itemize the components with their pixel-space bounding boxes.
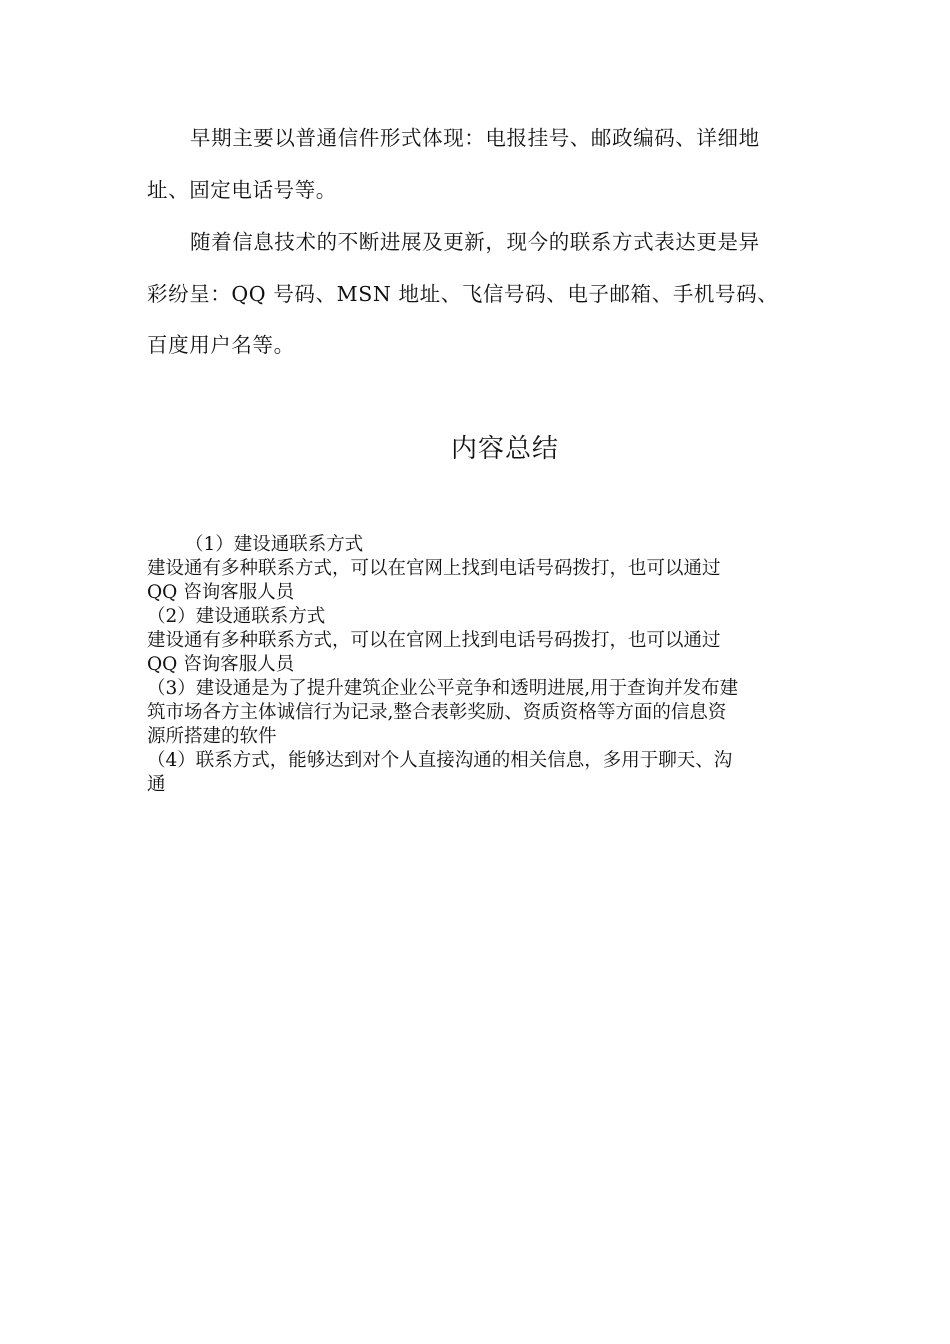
summary-line: （3）建设通是为了提升建筑企业公平竞争和透明进展,用于查询并发布建 [147,678,739,699]
summary-line: （2）建设通联系方式 [147,606,326,627]
intro-paragraph-1-line-1: 早期主要以普通信件形式体现：电报挂号、邮政编码、详细地 [190,126,760,150]
summary-line: QQ 咨询客服人员 [147,654,295,675]
section-heading: 内容总结 [450,434,559,464]
summary-line: 建设通有多种联系方式，可以在官网上找到电话号码拨打，也可以通过 [147,558,721,579]
summary-line: 建设通有多种联系方式，可以在官网上找到电话号码拨打，也可以通过 [147,630,721,651]
summary-line: 筑市场各方主体诚信行为记录,整合表彰奖励、资质资格等方面的信息资 [147,702,727,723]
intro-paragraph-1-line-2: 址、固定电话号等。 [147,178,337,202]
summary-line: 源所搭建的软件 [147,726,277,747]
intro-paragraph-2-line-3: 百度用户名等。 [147,333,295,357]
summary-line: （1）建设通联系方式 [185,534,364,555]
intro-paragraph-2-line-1: 随着信息技术的不断进展及更新，现今的联系方式表达更是异 [190,230,760,254]
summary-line: QQ 咨询客服人员 [147,582,295,603]
summary-line: （4）联系方式，能够达到对个人直接沟通的相关信息，多用于聊天、沟 [147,750,733,771]
summary-line: 通 [147,774,166,795]
intro-paragraph-2-line-2: 彩纷呈：QQ 号码、MSN 地址、飞信号码、电子邮箱、手机号码、 [147,282,779,306]
